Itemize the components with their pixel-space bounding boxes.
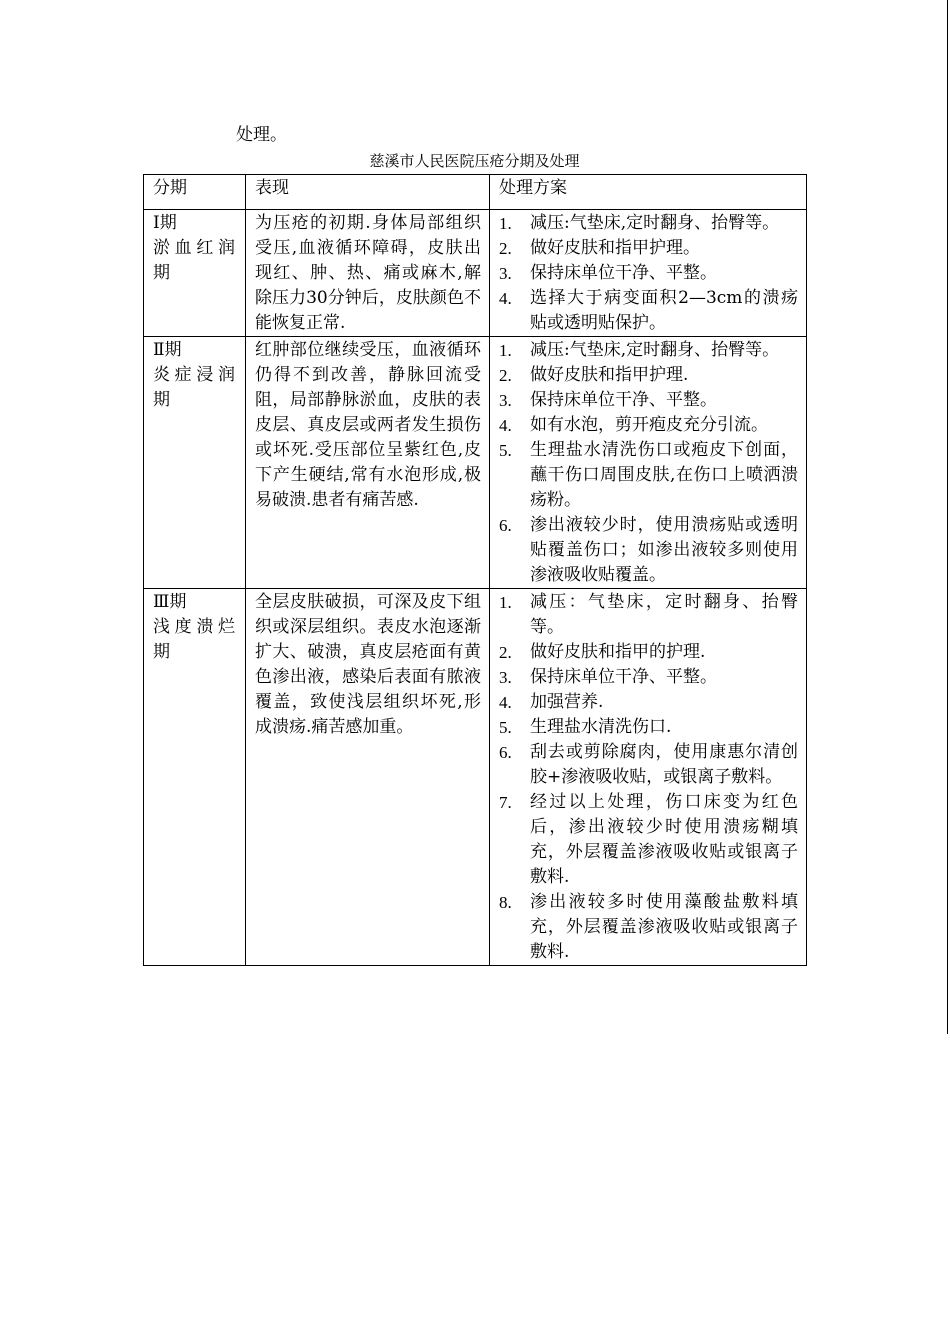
plan-step: 2. 做好皮肤和指甲护理。 [499, 238, 700, 258]
plan-step: 3. 保持床单位干净、平整。 [499, 390, 717, 410]
plan-steps [499, 590, 798, 965]
stage-cell [144, 589, 246, 966]
plan-step: 8. 渗出液较多时使用藻酸盐敷料填充，外层覆盖渗液吸收贴或银离子敷料. [499, 892, 798, 962]
header-stage: 分期 [144, 175, 246, 210]
plan-step: 2. 做好皮肤和指甲的护理. [499, 642, 706, 662]
table-header-row [144, 175, 807, 210]
table-row [144, 337, 807, 589]
intro-text: 处理。 [236, 125, 287, 145]
plan-cell [490, 589, 807, 966]
stage-cell [144, 210, 246, 337]
plan-cell [490, 337, 807, 589]
plan-step: 6. 渗出液较少时，使用溃疡贴或透明贴覆盖伤口；如渗出液较多则使用渗液吸收贴覆盖。 [499, 515, 798, 585]
plan-step: 2. 做好皮肤和指甲护理. [499, 365, 689, 385]
table-row [144, 589, 807, 966]
stage-cell [144, 337, 246, 589]
presentation-cell: 全层皮肤破损，可深及皮下组织或深层组织。表皮水泡逐渐扩大、破溃，真皮层疮面有黄色渗出液，感染后表面有脓液覆盖，致使浅层组织坏死,形成溃疡.痛苦感加重。 [246, 589, 490, 966]
pressure-ulcer-stage-table [143, 174, 807, 966]
stage-number: Ⅱ期 [153, 340, 182, 360]
plan-step: 7. 经过以上处理，伤口床变为红色后，渗出液较少时使用溃疡糊填充，外层覆盖渗液吸收贴或银离子敷料. [499, 792, 798, 887]
table-row [144, 210, 807, 337]
plan-steps [499, 211, 798, 336]
header-presentation: 表现 [246, 175, 490, 210]
plan-step: 4. 如有水泡，剪开疱皮充分引流。 [499, 415, 768, 435]
presentation-cell: 为压疮的初期.身体局部组织受压,血液循环障碍，皮肤出现红、肿、热、痛或麻木,解除压力30分钟后，皮肤颜色不能恢复正常. [246, 210, 490, 337]
stage-number: Ⅲ期 [153, 592, 187, 612]
plan-step: 3. 保持床单位干净、平整。 [499, 263, 717, 283]
plan-step: 6. 刮去或剪除腐肉，使用康惠尔清创胶+渗液吸收贴，或银离子敷料。 [499, 742, 798, 787]
plan-step: 4. 加强营养. [499, 692, 604, 712]
plan-step: 1. 减压:气垫床,定时翻身、抬臀等。 [499, 340, 780, 360]
plan-step: 5. 生理盐水清洗伤口. [499, 717, 672, 737]
plan-step: 5. 生理盐水清洗伤口或疱皮下创面，蘸干伤口周围皮肤,在伤口上喷洒溃疡粉。 [499, 440, 798, 510]
page-edge-rule [947, 0, 948, 1034]
plan-cell [490, 210, 807, 337]
plan-step: 4. 选择大于病变面积2—3cm的溃疡贴或透明贴保护。 [499, 288, 798, 333]
stage-number: Ⅰ期 [153, 213, 177, 233]
plan-step: 1. 减压：气垫床，定时翻身、抬臀等。 [499, 592, 798, 637]
presentation-cell: 红肿部位继续受压，血液循环仍得不到改善，静脉回流受阻，局部静脉淤血，皮肤的表皮层、真皮层或两者发生损伤或坏死.受压部位呈紫红色,皮下产生硬结,常有水泡形成,极易破溃.患者有痛苦感. [246, 337, 490, 589]
plan-step: 1. 减压:气垫床,定时翻身、抬臀等。 [499, 213, 780, 233]
table-caption: 慈溪市人民医院压疮分期及处理 [369, 152, 580, 170]
stage-name: 浅度溃烂期 [153, 617, 237, 662]
plan-step: 3. 保持床单位干净、平整。 [499, 667, 717, 687]
stage-name: 淤血红润期 [153, 238, 237, 283]
header-plan: 处理方案 [490, 175, 807, 210]
stage-name: 炎症浸润期 [153, 365, 237, 410]
plan-steps [499, 338, 798, 588]
